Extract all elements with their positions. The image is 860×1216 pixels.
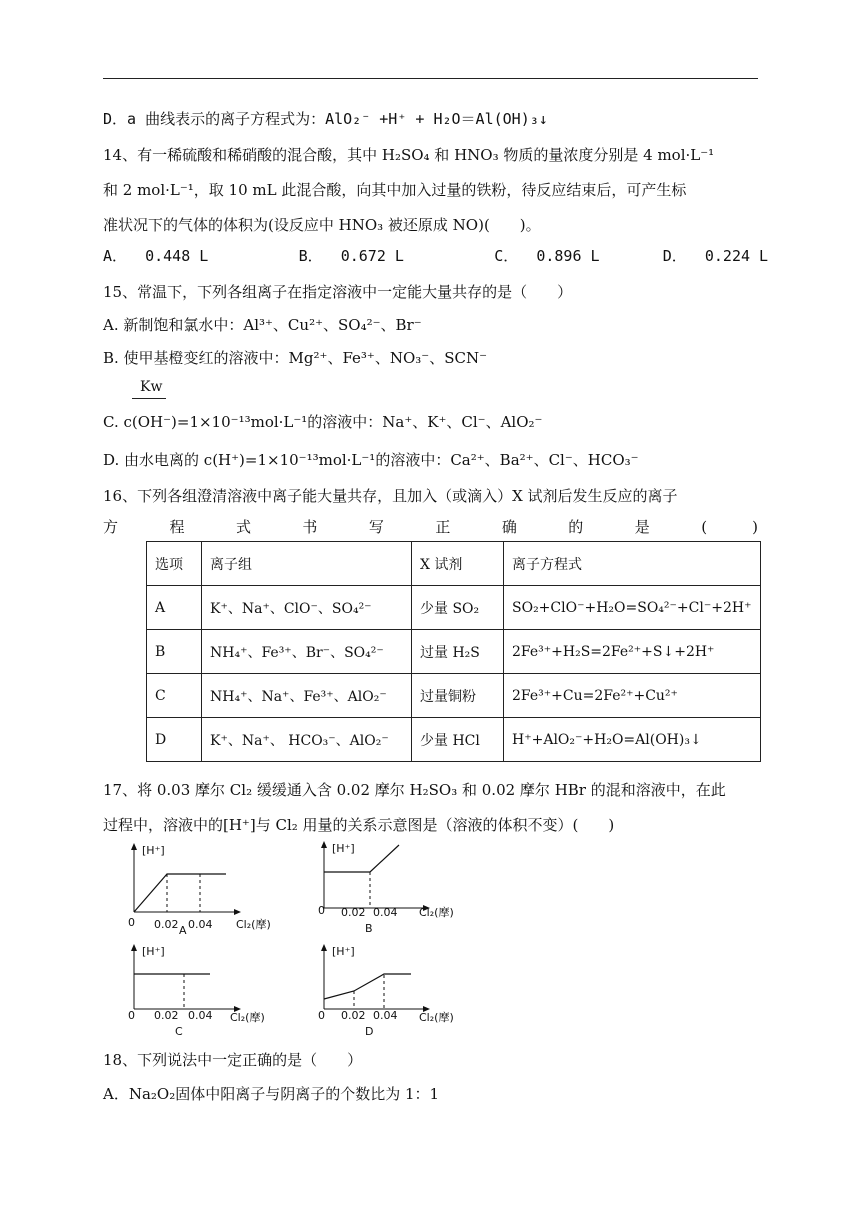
- q16-table: [146, 541, 761, 762]
- x-axis-label: Cl₂(摩): [419, 1011, 454, 1024]
- graph-a: [118, 842, 298, 936]
- graph-c: [118, 943, 298, 1039]
- q14-stem-line2: 和 2 mol·L⁻¹，取 10 mL 此混合酸，向其中加入过量的铁粉，待反应结束后，可产生标: [103, 181, 687, 199]
- q16-char: 确: [501, 518, 517, 536]
- tick-label: 0.04: [373, 906, 398, 919]
- table-cell: K⁺、Na⁺、 HCO₃⁻、AlO₂⁻: [202, 718, 412, 762]
- origin-label: 0: [318, 1009, 325, 1022]
- graph-name: C: [175, 1025, 183, 1038]
- kw-numerator: Kw: [140, 379, 163, 395]
- x-axis-label: Cl₂(摩): [419, 906, 454, 919]
- fraction-bar: [132, 398, 166, 399]
- table-cell: 少量 SO₂: [412, 586, 504, 630]
- graph-name: D: [365, 1025, 374, 1038]
- q14-stem-line1: 14、有一稀硫酸和稀硝酸的混合酸，其中 H₂SO₄ 和 HNO₃ 物质的量浓度分别是 4 mol·L⁻¹: [103, 146, 715, 164]
- q16-stem-line1: 16、下列各组澄清溶液中离子能大量共存，且加入（或滴入）X 试剂后发生反应的离子: [103, 487, 678, 505]
- table-cell: NH₄⁺、Fe³⁺、Br⁻、SO₄²⁻: [202, 630, 412, 674]
- q17-stem-line2: 过程中，溶液中的[H⁺]与 Cl₂ 用量的关系示意图是（溶液的体积不变）( ): [103, 816, 615, 834]
- tick-label: 0.04: [373, 1009, 398, 1022]
- q14-options: A． 0.448 L B． 0.672 L C． 0.896 L D． 0.224 L: [103, 247, 769, 265]
- q15-option-b: B. 使甲基橙变红的溶液中：Mg²⁺、Fe³⁺、NO₃⁻、SCN⁻: [103, 349, 487, 367]
- q15-option-a: A. 新制饱和氯水中：Al³⁺、Cu²⁺、SO₄²⁻、Br⁻: [103, 316, 422, 334]
- y-axis-label: [H⁺]: [142, 945, 165, 958]
- y-axis-label: [H⁺]: [332, 842, 355, 855]
- tick-label: 0.02: [341, 906, 366, 919]
- y-axis-label: [H⁺]: [332, 945, 355, 958]
- table-cell: 2Fe³⁺+Cu=2Fe²⁺+Cu²⁺: [504, 674, 761, 718]
- table-header-row: [147, 542, 761, 586]
- q16-char: ( ): [701, 518, 758, 536]
- x-axis-label: Cl₂(摩): [236, 918, 271, 931]
- table-header-cell: X 试剂: [412, 542, 504, 586]
- graph-b: [313, 840, 493, 936]
- table-header-cell: 离子方程式: [504, 542, 761, 586]
- origin-label: 0: [128, 916, 135, 929]
- q16-char: 程: [169, 518, 185, 536]
- q15-stem: 15、常温下，下列各组离子在指定溶液中一定能大量共存的是（ ）: [103, 283, 573, 301]
- curve-line: [324, 974, 411, 999]
- q15-option-d: D. 由水电离的 c(H⁺)=1×10⁻¹³mol·L⁻¹的溶液中：Ca²⁺、Ba²⁺、Cl⁻、HCO₃⁻: [103, 451, 639, 469]
- table-cell: SO₂+ClO⁻+H₂O=SO₄²⁻+Cl⁻+2H⁺: [504, 586, 761, 630]
- graph-d: [313, 943, 493, 1039]
- table-cell: A: [147, 586, 202, 630]
- q16-char: 是: [634, 518, 650, 536]
- q16-char: 式: [235, 518, 251, 536]
- header-rule: [103, 78, 758, 79]
- table-cell: 过量 H₂S: [412, 630, 504, 674]
- q14-stem-line3: 准状况下的气体的体积为(设反应中 HNO₃ 被还原成 NO)( )。: [103, 216, 541, 234]
- graph-name: B: [365, 922, 373, 935]
- table-cell: D: [147, 718, 202, 762]
- y-axis-label: [H⁺]: [142, 844, 165, 857]
- tick-label: 0.04: [188, 1009, 213, 1022]
- q16-char: 书: [302, 518, 318, 536]
- q16-char: 正: [435, 518, 451, 536]
- table-header-cell: 选项: [147, 542, 202, 586]
- q15-option-c: C. c(OH⁻)=1×10⁻¹³mol·L⁻¹的溶液中：Na⁺、K⁺、Cl⁻、AlO₂⁻: [103, 413, 543, 431]
- table-header-cell: 离子组: [202, 542, 412, 586]
- table-row: [147, 674, 761, 718]
- table-cell: 过量铜粉: [412, 674, 504, 718]
- q16-char: 方: [103, 518, 119, 536]
- q16-char: 的: [568, 518, 584, 536]
- table-cell: 少量 HCl: [412, 718, 504, 762]
- table-row: [147, 586, 761, 630]
- tick-label: 0.02: [154, 918, 179, 931]
- table-cell: C: [147, 674, 202, 718]
- table-row: [147, 718, 761, 762]
- table-cell: H⁺+AlO₂⁻+H₂O=Al(OH)₃↓: [504, 718, 761, 762]
- q18-option-a: A．Na₂O₂固体中阳离子与阴离子的个数比为 1：1: [103, 1085, 440, 1103]
- table-cell: 2Fe³⁺+H₂S=2Fe²⁺+S↓+2H⁺: [504, 630, 761, 674]
- curve-line: [134, 874, 226, 912]
- q17-stem-line1: 17、将 0.03 摩尔 Cl₂ 缓缓通入含 0.02 摩尔 H₂SO₃ 和 0.02 摩尔 HBr 的混和溶液中，在此: [103, 781, 726, 799]
- table-cell: NH₄⁺、Na⁺、Fe³⁺、AlO₂⁻: [202, 674, 412, 718]
- q16-char: 写: [368, 518, 384, 536]
- q18-stem: 18、下列说法中一定正确的是（ ）: [103, 1051, 363, 1069]
- table-cell: B: [147, 630, 202, 674]
- origin-label: 0: [318, 904, 325, 917]
- graph-name: A: [179, 924, 187, 936]
- x-axis-label: Cl₂(摩): [230, 1011, 265, 1024]
- q13-option-d: D．a 曲线表示的离子方程式为：AlO₂⁻ +H⁺ + H₂O＝Al(OH)₃↓: [103, 110, 548, 128]
- table-cell: K⁺、Na⁺、ClO⁻、SO₄²⁻: [202, 586, 412, 630]
- origin-label: 0: [128, 1009, 135, 1022]
- tick-label: 0.02: [154, 1009, 179, 1022]
- tick-label: 0.02: [341, 1009, 366, 1022]
- tick-label: 0.04: [188, 918, 213, 931]
- table-row: [147, 630, 761, 674]
- q16-stem-line2: [103, 517, 758, 537]
